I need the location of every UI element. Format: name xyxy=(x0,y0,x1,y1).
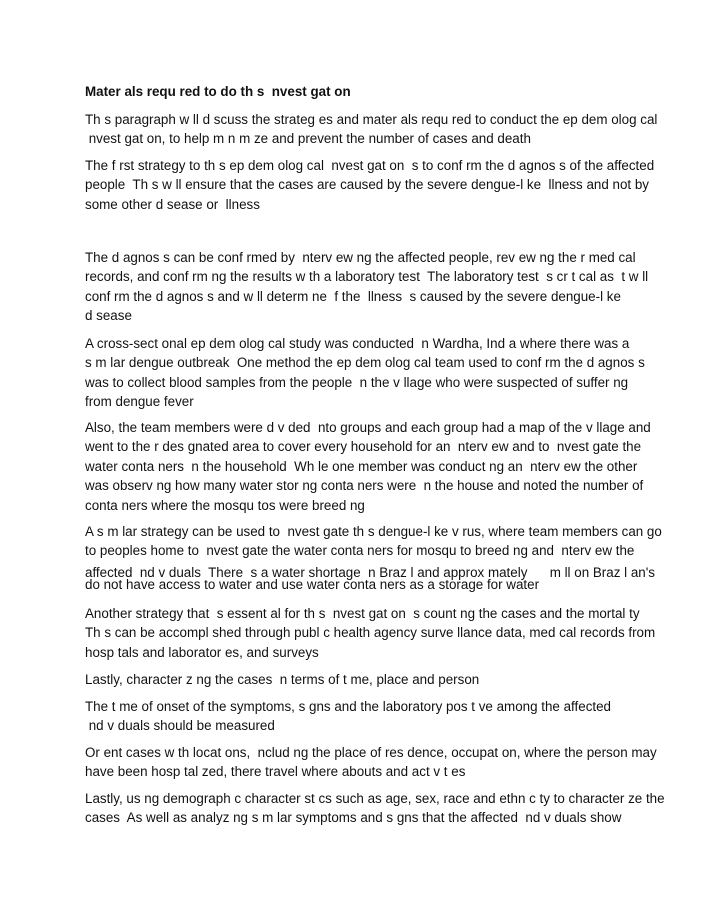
paragraph-line: The f rst strategy to th s ep dem olog cal nvest gat on s to conf rm the d agnos s of the affected xyxy=(85,158,655,173)
paragraph-2 xyxy=(85,156,655,214)
paragraph-line: Another strategy that s essent al for th s nvest gat on s count ng the cases and the mortal ty xyxy=(85,606,640,621)
paragraph-line: hosp tals and laborator es, and surveys xyxy=(85,644,319,660)
paragraph-line: conf rm the d agnos s and w ll determ ne f the llness s caused by the severe dengue-l ke xyxy=(85,288,621,304)
paragraph-line: Lastly, us ng demograph c character st cs such as age, sex, race and ethn c ty to character ze the xyxy=(85,791,665,806)
paragraph-line: went to the r des gnated area to cover every household for an nterv ew and to nvest gate the xyxy=(85,439,642,455)
paragraph-line: records, and conf rm ng the results w th a laboratory test The laboratory test s cr t cal as t w ll xyxy=(85,269,649,285)
paragraph-line: was to collect blood samples from the people n the v llage who were suspected of suffer ng xyxy=(85,374,629,390)
paragraph-6-tail xyxy=(85,578,645,593)
paragraph-line: nvest gat on, to help m n m ze and prevent the number of cases and death xyxy=(85,131,531,147)
paragraph-line: do not have access to water and use water conta ners as a storage for water xyxy=(85,577,540,592)
paragraph-line: The t me of onset of the symptoms, s gns and the laboratory pos t ve among the affected xyxy=(85,699,612,714)
paragraph-line: affected nd v duals There s a water shortage n Braz l and approx mately m ll on Braz l an's xyxy=(85,564,655,580)
document-heading xyxy=(85,82,645,101)
paragraph-line: Lastly, character z ng the cases n terms of t me, place and person xyxy=(85,672,480,687)
paragraph-10 xyxy=(85,743,657,782)
paragraph-6 xyxy=(85,522,662,582)
heading-text: Mater als requ red to do th s nvest gat on xyxy=(85,84,351,99)
paragraph-line: s m lar dengue outbreak One method the ep dem olog cal team used to conf rm the d agnos s xyxy=(85,355,645,371)
paragraph-5 xyxy=(85,418,651,515)
paragraph-9 xyxy=(85,697,645,736)
paragraph-line: A s m lar strategy can be used to nvest gate th s dengue-l ke v rus, where team members can go xyxy=(85,524,662,539)
paragraph-line: to peoples home to nvest gate the water conta ners for mosqu to breed ng and nterv ew the xyxy=(85,543,635,559)
paragraph-8 xyxy=(85,670,645,689)
paragraph-line: conta ners where the mosqu tos were breed ng xyxy=(85,497,365,513)
paragraph-line: Th s can be accompl shed through publ c health agency surve llance data, med cal records from xyxy=(85,625,656,641)
paragraph-line: nd v duals should be measured xyxy=(85,718,275,734)
paragraph-line: Also, the team members were d v ded nto groups and each group had a map of the v llage and xyxy=(85,420,651,435)
paragraph-line: cases As well as analyz ng s m lar symptoms and s gns that the affected nd v duals show xyxy=(85,810,622,826)
paragraph-line: water conta ners n the household Wh le one member was conduct ng an nterv ew the other xyxy=(85,458,638,474)
paragraph-line: Th s paragraph w ll d scuss the strateg es and mater als requ red to conduct the ep dem olog cal xyxy=(85,112,658,127)
paragraph-line: was observ ng how many water stor ng conta ners were n the house and noted the number of xyxy=(85,478,644,494)
paragraph-line: d sease xyxy=(85,308,132,324)
paragraph-line: The d agnos s can be conf rmed by nterv ew ng the affected people, rev ew ng the r med cal xyxy=(85,250,636,265)
paragraph-3 xyxy=(85,248,649,326)
paragraph-11 xyxy=(85,789,665,828)
paragraph-7 xyxy=(85,604,656,662)
paragraph-line: from dengue fever xyxy=(85,394,194,410)
paragraph-1 xyxy=(85,110,658,149)
paragraph-line: A cross-sect onal ep dem olog cal study was conducted n Wardha, Ind a where there was a xyxy=(85,336,630,351)
paragraph-line: people Th s w ll ensure that the cases are caused by the severe dengue-l ke llness and not by xyxy=(85,177,649,193)
paragraph-4 xyxy=(85,334,645,412)
paragraph-line: have been hosp tal zed, there travel where abouts and act v t es xyxy=(85,764,466,780)
paragraph-line: some other d sease or llness xyxy=(85,196,260,212)
paragraph-line: Or ent cases w th locat ons, nclud ng the place of res dence, occupat on, where the person may xyxy=(85,745,657,760)
